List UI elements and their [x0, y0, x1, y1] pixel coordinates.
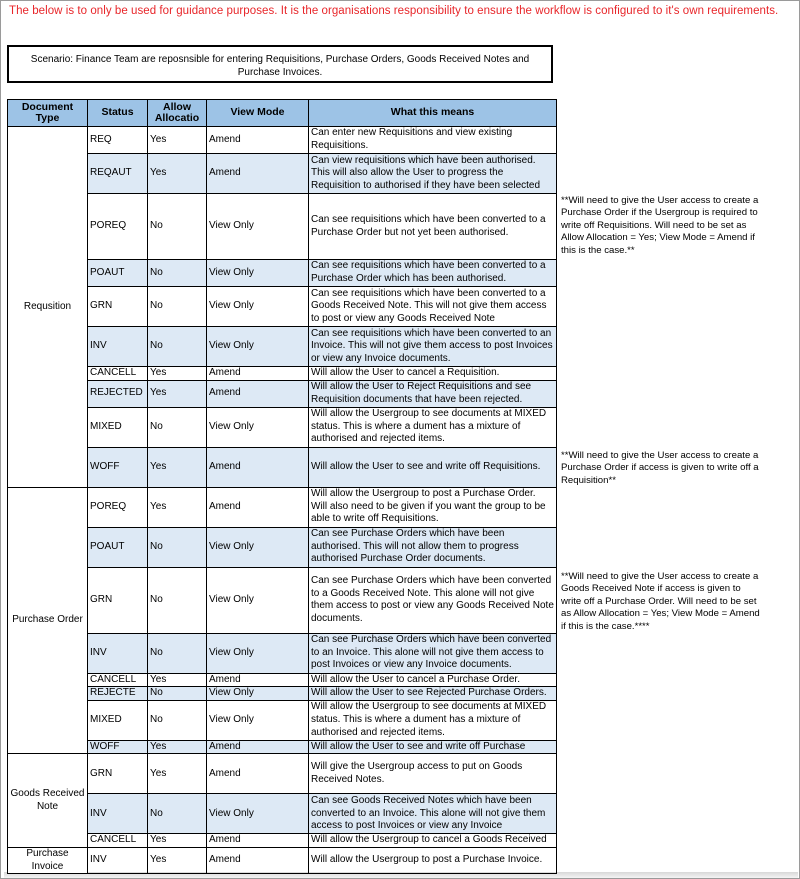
meaning-cell: Will allow the Usergroup to see documents at MIXED status. This is where a dument has a mixture of authorised and rejected items.: [309, 700, 557, 740]
table-row: [8, 567, 557, 633]
allow-allocation-cell: No: [148, 260, 207, 287]
allow-allocation-cell: Yes: [148, 127, 207, 154]
header-document-type: Document Type: [8, 100, 88, 127]
status-cell: GRN: [88, 754, 148, 794]
status-cell: REJECTED: [88, 380, 148, 407]
allow-allocation-cell: No: [148, 287, 207, 327]
document-type-cell: Requsition: [8, 127, 88, 488]
allow-allocation-cell: Yes: [148, 487, 207, 527]
allow-allocation-cell: Yes: [148, 834, 207, 848]
view-mode-cell: View Only: [207, 700, 309, 740]
view-mode-cell: View Only: [207, 567, 309, 633]
view-mode-cell: View Only: [207, 407, 309, 447]
view-mode-cell: View Only: [207, 260, 309, 287]
meaning-cell: Will allow the Usergroup to post a Purchase Order. Will also need to be given if you want the group to be able to write off Requisitions.: [309, 487, 557, 527]
view-mode-cell: Amend: [207, 380, 309, 407]
meaning-cell: Can see requisitions which have been converted to an Invoice. This will not give them access to post Invoices or view any Invoice documents.: [309, 327, 557, 367]
document-type-cell: Purchase Order: [8, 487, 88, 754]
table-row: [8, 527, 557, 567]
view-mode-cell: Amend: [207, 154, 309, 194]
table-row: [8, 740, 557, 754]
status-cell: INV: [88, 633, 148, 673]
meaning-cell: Will allow the User to cancel a Purchase Order.: [309, 673, 557, 687]
allow-allocation-cell: Yes: [148, 740, 207, 754]
meaning-cell: Can view requisitions which have been authorised. This will also allow the User to progress the Requisition to authorised if they have been selected: [309, 154, 557, 194]
meaning-cell: Will allow the User to cancel a Requisition.: [309, 367, 557, 381]
status-cell: GRN: [88, 287, 148, 327]
header-what-this-means: What this means: [309, 100, 557, 127]
allow-allocation-cell: No: [148, 527, 207, 567]
allow-allocation-cell: No: [148, 794, 207, 834]
scenario-box: Scenario: Finance Team are reposnsible for entering Requisitions, Purchase Orders, Goods Received Notes and Purchase Invoices.: [7, 45, 553, 83]
meaning-cell: Will allow the User to see and write off Purchase: [309, 740, 557, 754]
view-mode-cell: View Only: [207, 633, 309, 673]
table-row: [8, 447, 557, 487]
workflow-table: [7, 99, 557, 874]
allow-allocation-cell: No: [148, 194, 207, 260]
meaning-cell: Can see Goods Received Notes which have been converted to an Invoice. This alone will not give them access to post Invoices or view any Invoice: [309, 794, 557, 834]
status-cell: POAUT: [88, 260, 148, 287]
status-cell: REJECTE: [88, 687, 148, 701]
allow-allocation-cell: No: [148, 567, 207, 633]
header-row: [8, 100, 557, 127]
status-cell: GRN: [88, 567, 148, 633]
table-row: [8, 834, 557, 848]
view-mode-cell: Amend: [207, 834, 309, 848]
table-row: [8, 407, 557, 447]
table-row: [8, 700, 557, 740]
allow-allocation-cell: No: [148, 700, 207, 740]
view-mode-cell: View Only: [207, 327, 309, 367]
view-mode-cell: Amend: [207, 447, 309, 487]
table-row: [8, 127, 557, 154]
note-purchase-order-grn: **Will need to give the User access to create a Goods Received Note if access is given to write off a Purchase Order. Will need to be set as Allow Allocation = Yes; View Mode = Amend if this is the case.****: [561, 571, 760, 632]
meaning-cell: Will allow the Usergroup to post a Purchase Invoice.: [309, 847, 557, 873]
table-body: [8, 127, 557, 874]
table-row: [8, 260, 557, 287]
allow-allocation-cell: Yes: [148, 673, 207, 687]
table-row: [8, 367, 557, 381]
view-mode-cell: View Only: [207, 527, 309, 567]
table-row: [8, 633, 557, 673]
meaning-cell: Can enter new Requisitions and view existing Requisitions.: [309, 127, 557, 154]
allow-allocation-cell: No: [148, 633, 207, 673]
meaning-cell: Will allow the User to see Rejected Purchase Orders.: [309, 687, 557, 701]
meaning-cell: Can see Purchase Orders which have been converted to an Invoice. This alone will not give them access to post Invoices or view any Invoice documents.: [309, 633, 557, 673]
status-cell: CANCELL: [88, 367, 148, 381]
note-requisition-poreq: **Will need to give the User access to create a Purchase Order if the Usergroup is required to write off Requisitions. Will need to be set as Allow Allocation = Yes; View Mode = Amend if this is the case.**: [561, 195, 759, 256]
view-mode-cell: Amend: [207, 740, 309, 754]
status-cell: MIXED: [88, 700, 148, 740]
status-cell: INV: [88, 327, 148, 367]
view-mode-cell: Amend: [207, 754, 309, 794]
table-row: [8, 673, 557, 687]
document-type-cell: Goods Received Note: [8, 754, 88, 848]
table-row: [8, 754, 557, 794]
allow-allocation-cell: No: [148, 327, 207, 367]
meaning-cell: Will give the Usergroup access to put on Goods Received Notes.: [309, 754, 557, 794]
guidance-banner: The below is to only be used for guidance purposes. It is the organisations responsibility to ensure the workflow is configured to it's own requirements.: [9, 5, 779, 17]
allow-allocation-cell: Yes: [148, 847, 207, 873]
status-cell: INV: [88, 794, 148, 834]
allow-allocation-cell: Yes: [148, 367, 207, 381]
table-row: [8, 687, 557, 701]
meaning-cell: Can see requisitions which have been converted to a Purchase Order but not yet been authorised.: [309, 194, 557, 260]
meaning-cell: Can see Purchase Orders which have been authorised. This will not allow them to progress authorised Purchase Order documents.: [309, 527, 557, 567]
meaning-cell: Can see requisitions which have been converted to a Goods Received Note. This will not give them access to post or view any Goods Received Note: [309, 287, 557, 327]
allow-allocation-cell: Yes: [148, 380, 207, 407]
status-cell: REQAUT: [88, 154, 148, 194]
status-cell: CANCELL: [88, 834, 148, 848]
view-mode-cell: View Only: [207, 287, 309, 327]
allow-allocation-cell: Yes: [148, 447, 207, 487]
document-type-cell: Purchase Invoice: [8, 847, 88, 873]
status-cell: MIXED: [88, 407, 148, 447]
view-mode-cell: Amend: [207, 847, 309, 873]
allow-allocation-cell: Yes: [148, 754, 207, 794]
view-mode-cell: View Only: [207, 194, 309, 260]
table-row: [8, 380, 557, 407]
header-view-mode: View Mode: [207, 100, 309, 127]
status-cell: WOFF: [88, 447, 148, 487]
meaning-cell: Will allow the Usergroup to see documents at MIXED status. This is where a dument has a mixture of authorised and rejected items.: [309, 407, 557, 447]
table-row: [8, 154, 557, 194]
allow-allocation-cell: No: [148, 407, 207, 447]
status-cell: WOFF: [88, 740, 148, 754]
view-mode-cell: View Only: [207, 687, 309, 701]
table-row: [8, 794, 557, 834]
table-row: [8, 487, 557, 527]
view-mode-cell: Amend: [207, 487, 309, 527]
header-allow-allocation: Allow Allocatio: [148, 100, 207, 127]
note-requisition-woff: **Will need to give the User access to create a Purchase Order if access is given to write off a Requisition**: [561, 450, 759, 486]
table-row: [8, 287, 557, 327]
status-cell: INV: [88, 847, 148, 873]
view-mode-cell: Amend: [207, 673, 309, 687]
header-status: Status: [88, 100, 148, 127]
view-mode-cell: Amend: [207, 367, 309, 381]
meaning-cell: Will allow the Usergroup to cancel a Goods Received: [309, 834, 557, 848]
allow-allocation-cell: Yes: [148, 154, 207, 194]
status-cell: REQ: [88, 127, 148, 154]
meaning-cell: Will allow the User to see and write off Requisitions.: [309, 447, 557, 487]
table-row: [8, 194, 557, 260]
view-mode-cell: Amend: [207, 127, 309, 154]
view-mode-cell: View Only: [207, 794, 309, 834]
table-row: [8, 847, 557, 873]
allow-allocation-cell: No: [148, 687, 207, 701]
meaning-cell: Can see requisitions which have been converted to a Purchase Order which has been authorised.: [309, 260, 557, 287]
status-cell: POREQ: [88, 194, 148, 260]
status-cell: POAUT: [88, 527, 148, 567]
status-cell: POREQ: [88, 487, 148, 527]
table-row: [8, 327, 557, 367]
meaning-cell: Can see Purchase Orders which have been converted to a Goods Received Note. This alone will not give them access to post or view any Goods Received Note documents.: [309, 567, 557, 633]
meaning-cell: Will allow the User to Reject Requisitions and see Requisition documents that have been rejected.: [309, 380, 557, 407]
status-cell: CANCELL: [88, 673, 148, 687]
